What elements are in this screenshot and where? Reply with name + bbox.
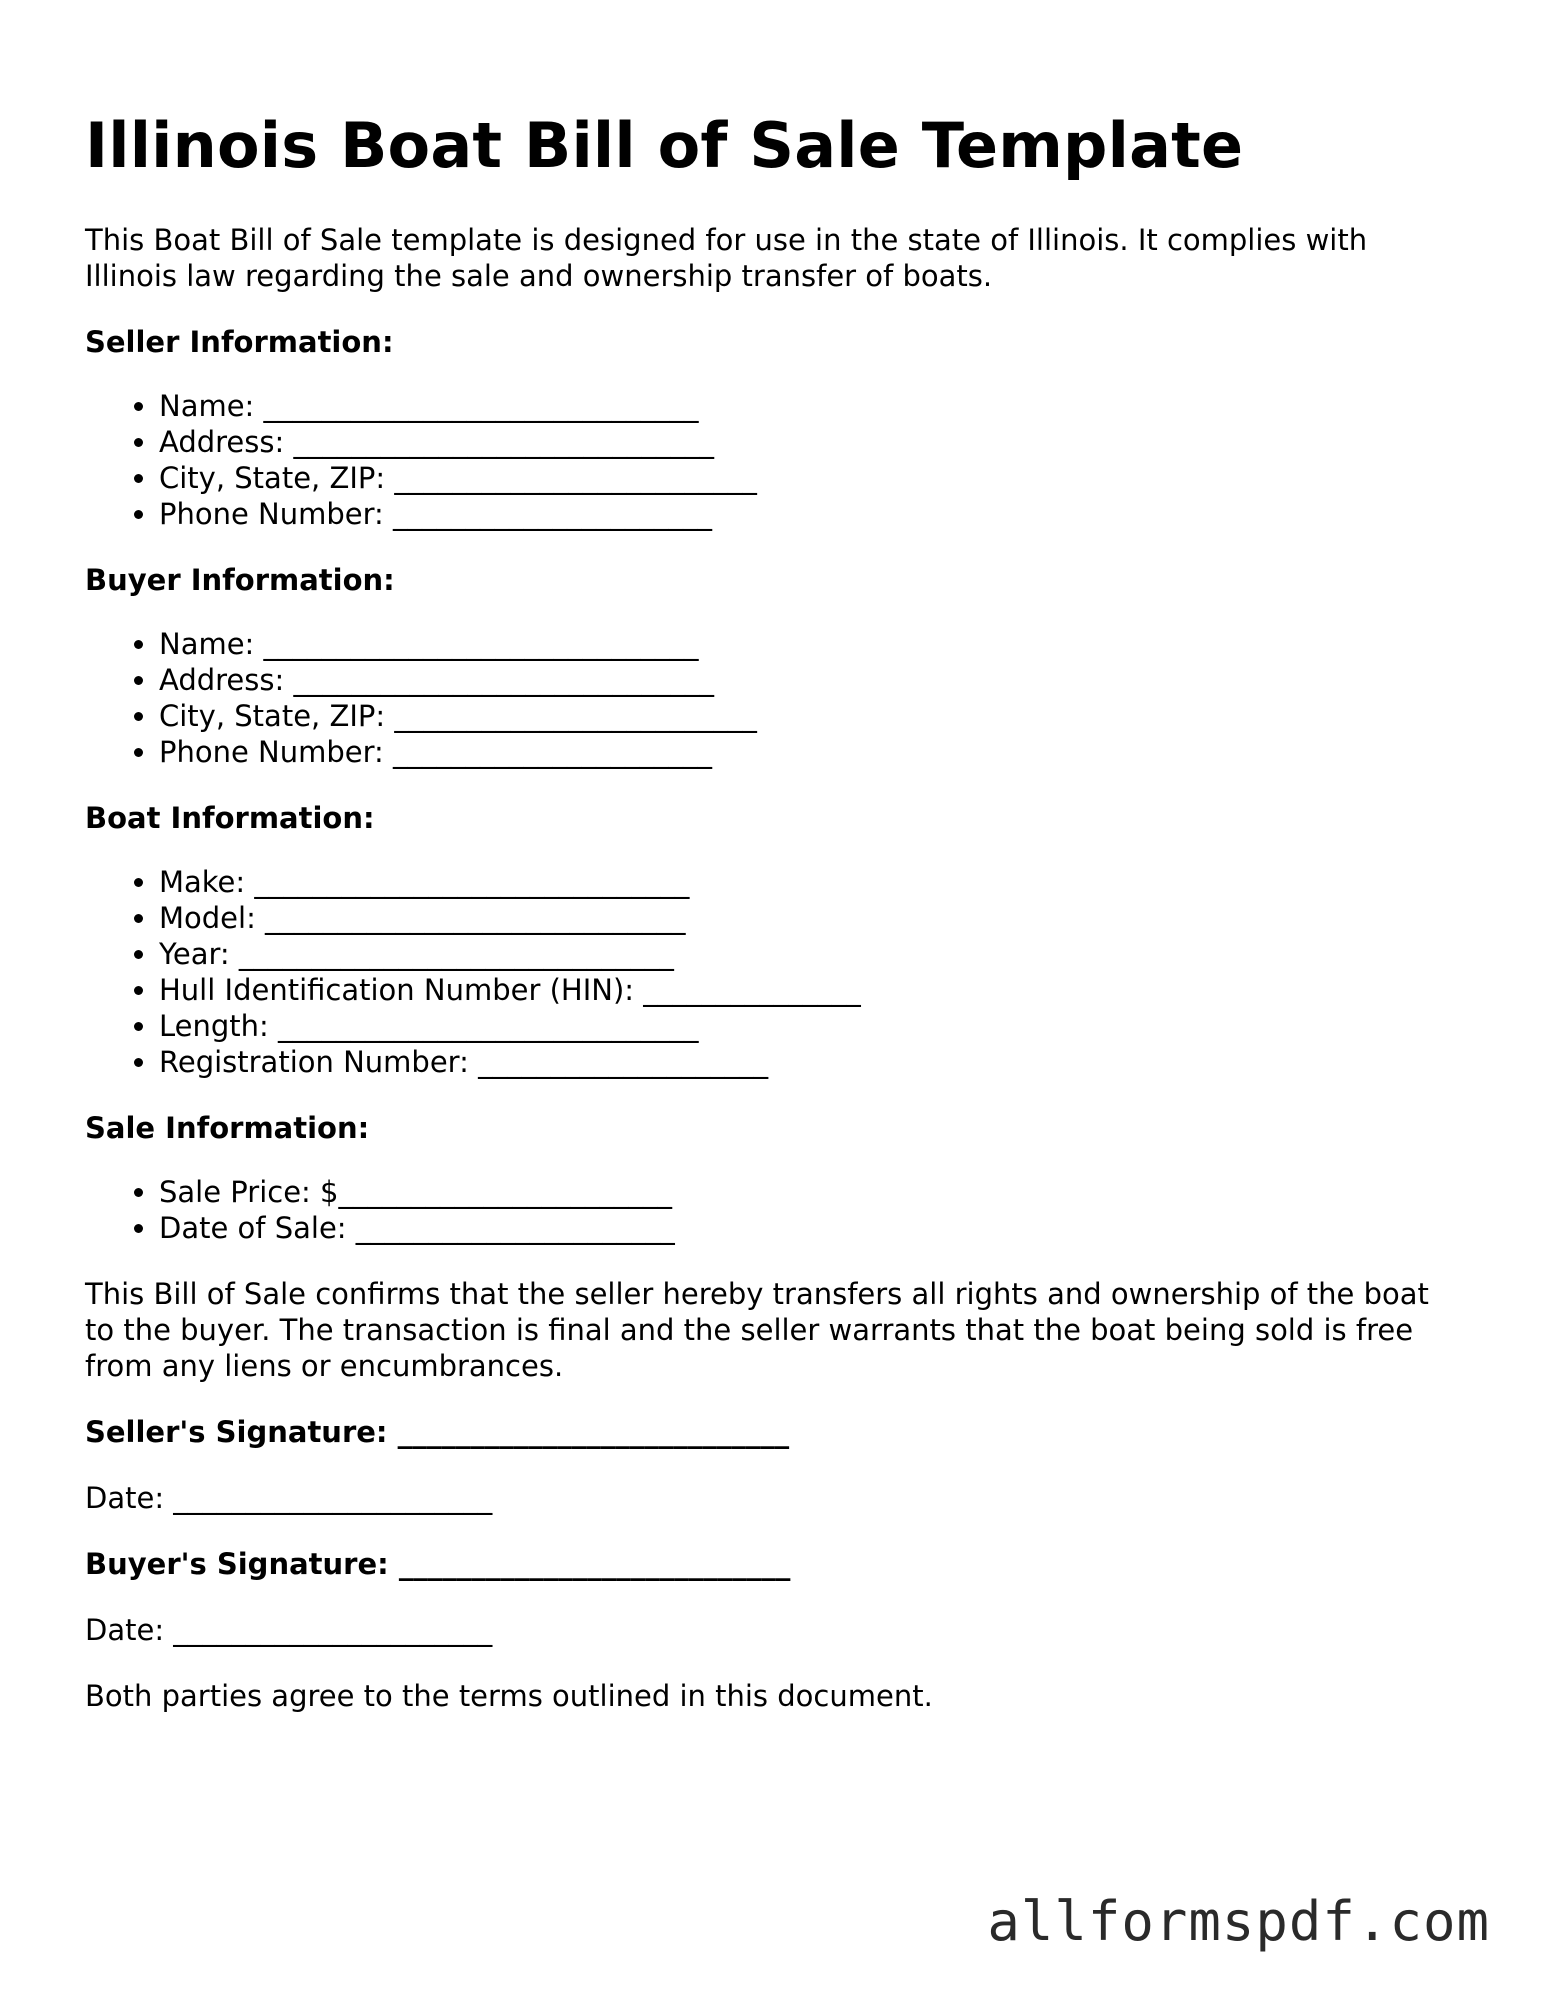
buyer-fields-list xyxy=(85,626,1465,770)
sale-date-field: • Date of Sale: ______________________ xyxy=(159,1210,1465,1246)
seller-signature-line xyxy=(85,1414,1465,1450)
buyer-city-state-zip-field: • City, State, ZIP: _________________________ xyxy=(159,698,1465,734)
sale-price-field: • Sale Price: $_______________________ xyxy=(159,1174,1465,1210)
seller-signature-label: Seller's Signature: xyxy=(85,1415,388,1449)
seller-date-line: Date: ______________________ xyxy=(85,1481,493,1515)
seller-fields-list xyxy=(85,388,1465,532)
seller-address-field: • Address: _____________________________ xyxy=(159,424,1465,460)
buyer-signature-line xyxy=(85,1546,1465,1582)
document-page xyxy=(85,108,1465,1744)
seller-signature-blank: ___________________________ xyxy=(387,1415,790,1449)
buyer-section-heading: Buyer Information: xyxy=(85,563,395,597)
watermark-logo: allformspdf.com xyxy=(987,1890,1490,1953)
confirmation-paragraph: This Bill of Sale confirms that the seller hereby transfers all rights and ownership of the boat to the buyer. The transaction is final and the seller warrants that the boat being sold is free from any liens or encumbrances. xyxy=(85,1277,1429,1383)
page-title: Illinois Boat Bill of Sale Template xyxy=(85,109,1244,182)
buyer-signature-label: Buyer's Signature: xyxy=(85,1547,389,1581)
boat-fields-list xyxy=(85,864,1465,1080)
sale-section-heading: Sale Information: xyxy=(85,1111,370,1145)
buyer-name-field: • Name: ______________________________ xyxy=(159,626,1465,662)
boat-hin-field: • Hull Identification Number (HIN): _______________ xyxy=(159,972,1465,1008)
boat-year-field: • Year: ______________________________ xyxy=(159,936,1465,972)
seller-section-heading: Seller Information: xyxy=(85,325,394,359)
closing-statement: Both parties agree to the terms outlined in this document. xyxy=(85,1679,933,1713)
seller-phone-field: • Phone Number: ______________________ xyxy=(159,496,1465,532)
seller-name-field: • Name: ______________________________ xyxy=(159,388,1465,424)
buyer-date-line: Date: ______________________ xyxy=(85,1613,493,1647)
boat-registration-field: • Registration Number: ____________________ xyxy=(159,1044,1465,1080)
boat-model-field: • Model: _____________________________ xyxy=(159,900,1465,936)
buyer-signature-blank: ___________________________ xyxy=(388,1547,791,1581)
boat-length-field: • Length: _____________________________ xyxy=(159,1008,1465,1044)
boat-section-heading: Boat Information: xyxy=(85,801,375,835)
boat-make-field: • Make: ______________________________ xyxy=(159,864,1465,900)
buyer-address-field: • Address: _____________________________ xyxy=(159,662,1465,698)
intro-paragraph: This Boat Bill of Sale template is designed for use in the state of Illinois. It complies with Illinois law regarding the sale and ownership transfer of boats. xyxy=(85,223,1368,293)
buyer-phone-field: • Phone Number: ______________________ xyxy=(159,734,1465,770)
sale-fields-list xyxy=(85,1174,1465,1246)
seller-city-state-zip-field: • City, State, ZIP: _________________________ xyxy=(159,460,1465,496)
